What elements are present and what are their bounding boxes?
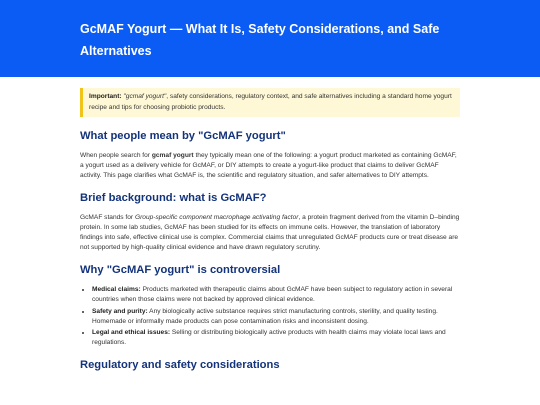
paragraph-what-people-mean bbox=[80, 151, 460, 181]
list-item-label: Legal and ethical issues: bbox=[92, 329, 171, 336]
heading-what-people-mean: What people mean by "GcMAF yogurt" bbox=[80, 130, 286, 142]
heading-controversial: Why "GcMAF yogurt" is controversial bbox=[80, 264, 281, 276]
heading-background: Brief background: what is GcMAF? bbox=[80, 192, 267, 204]
note-label: Important: bbox=[89, 93, 122, 100]
list-item-text: Selling or distributing biologically active products with health claims may violate local laws and regulations. bbox=[92, 329, 446, 346]
text-span: , a protein fragment derived from the vitamin D–binding protein. In some lab studies, GcMAF has been studied for its effects on immune cells. However, the translation of laboratory findings into safe, effective clinical use is complex. Commercial claims that unregulated GcMAF products cure or treat disease are not supported by high-quality clinical evidence and have drawn regulatory scrutiny. bbox=[80, 214, 460, 251]
text-span: they typically mean one of the following: a yogurt product marketed as containing GcMAF, a yogurt used as a delivery vehicle for GcMAF, or DIY attempts to create a yogurt-like product that claims to deliver GcMAF activity. This page clarifies what GcMAF is, the scientific and regulatory situation, and safer alternatives to DIY attempts. bbox=[80, 152, 457, 179]
italic-term: Group-specific component macrophage activating factor bbox=[134, 214, 299, 221]
text-span: GcMAF stands for bbox=[80, 214, 135, 221]
main-content bbox=[0, 77, 540, 372]
list-item-text: Any biologically active substance requires strict manufacturing controls, sterility, and quality testing. Homemade or informally made products can pose contamination risks and inconsistent dosing. bbox=[92, 307, 438, 325]
bold-term: gcmaf yogurt bbox=[151, 152, 194, 159]
heading-regulatory: Regulatory and safety considerations bbox=[80, 359, 280, 371]
list-item-label: Safety and purity: bbox=[92, 307, 148, 315]
list-item bbox=[92, 328, 460, 348]
controversial-list bbox=[80, 285, 460, 348]
page-title: GcMAF Yogurt — What It Is, Safety Considerations, and Safe Alternatives bbox=[80, 22, 440, 58]
note-term: "gcmaf yogurt" bbox=[123, 93, 167, 100]
paragraph-background bbox=[80, 213, 460, 253]
list-item bbox=[92, 307, 460, 327]
list-item bbox=[92, 285, 460, 305]
important-note bbox=[80, 88, 460, 117]
text-span: When people search for bbox=[80, 152, 152, 159]
list-item-label: Medical claims: bbox=[92, 286, 141, 293]
page-header bbox=[0, 0, 540, 77]
note-text: , safety considerations, regulatory context, and safe alternatives including a standard home yogurt recipe and tips for choosing probiotic products. bbox=[89, 93, 452, 111]
list-item-text: Products marketed with therapeutic claims about GcMAF have been subject to regulatory action in several countries when those claims were not backed by approved clinical evidence. bbox=[92, 286, 453, 303]
